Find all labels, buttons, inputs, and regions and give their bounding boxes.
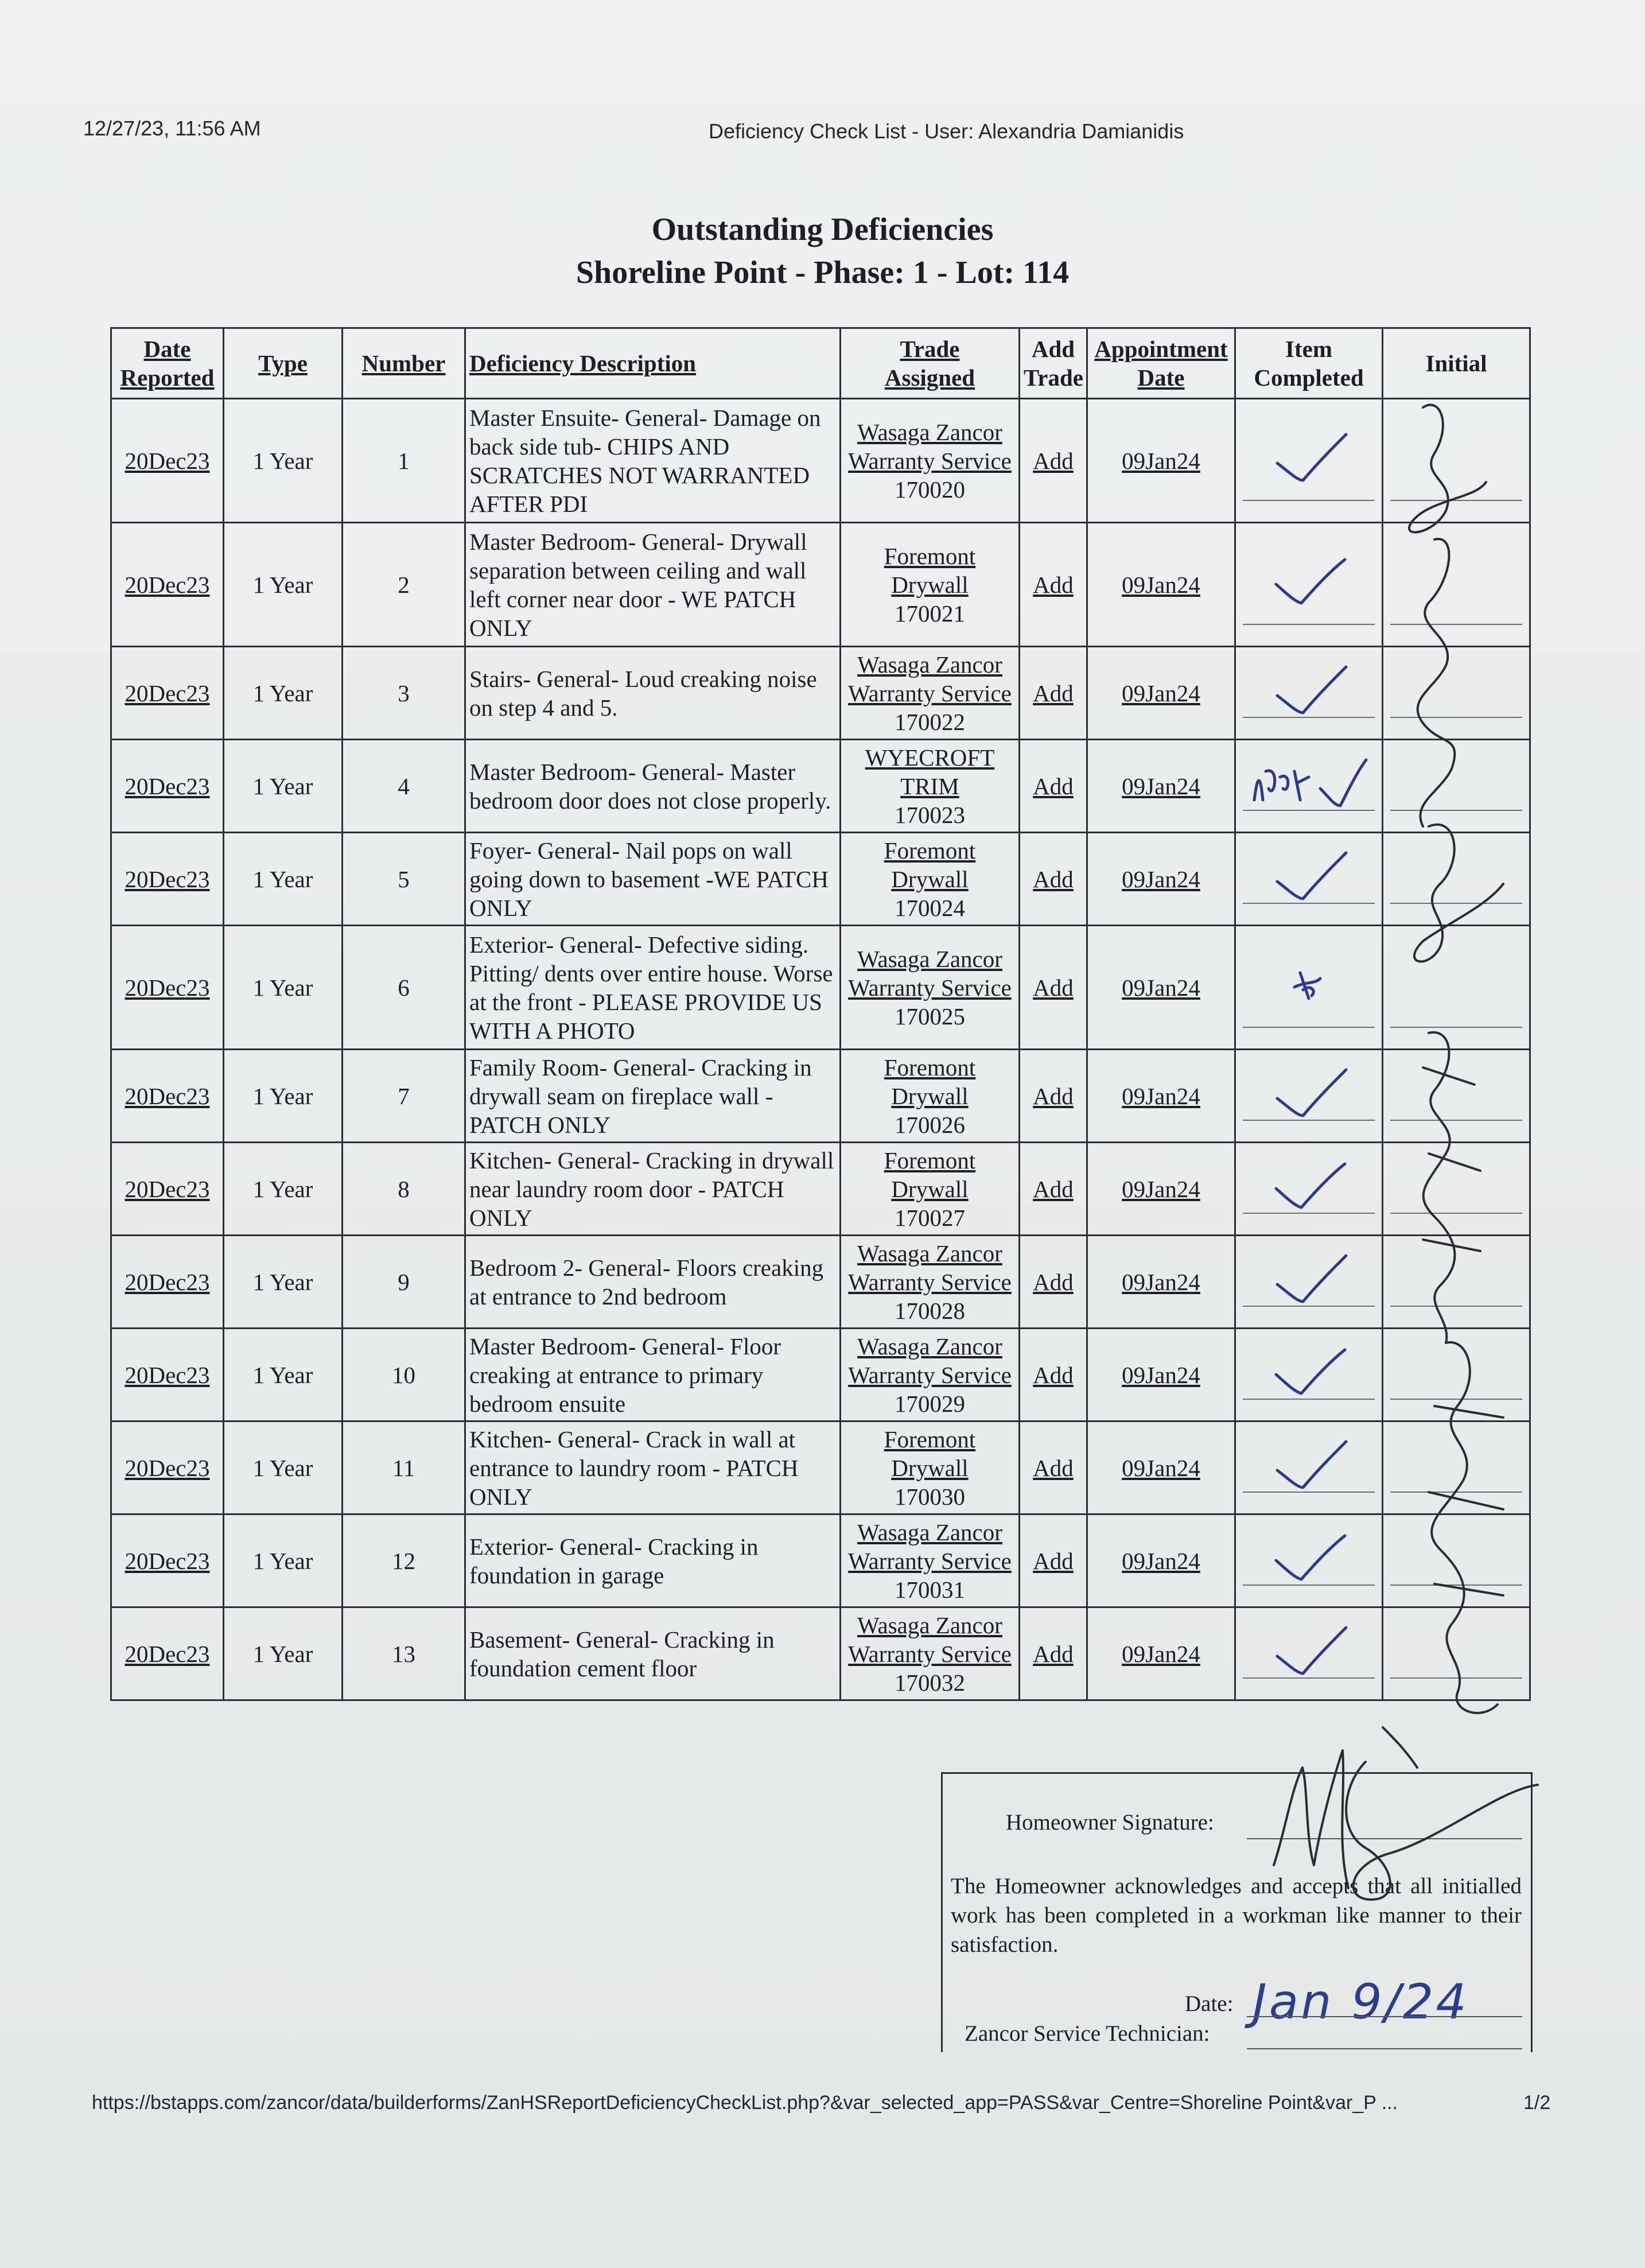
add-trade-link[interactable]: Add bbox=[1020, 1143, 1087, 1236]
appointment-date-cell[interactable]: 09Jan24 bbox=[1087, 1514, 1235, 1607]
type-cell: 1 Year bbox=[224, 926, 343, 1050]
initial-cell[interactable] bbox=[1383, 1143, 1530, 1236]
appointment-date-cell[interactable]: 09Jan24 bbox=[1087, 1143, 1235, 1236]
table-row bbox=[111, 1329, 1530, 1422]
description-cell: Stairs- General- Loud creaking noise on step 4 and 5. bbox=[465, 647, 841, 740]
table-row bbox=[111, 1236, 1530, 1329]
technician-signature-line[interactable] bbox=[1247, 2048, 1522, 2049]
initial-line bbox=[1390, 1677, 1522, 1679]
trade-assigned-cell[interactable]: Foremont Drywall 170021 bbox=[841, 523, 1020, 647]
item-completed-cell[interactable] bbox=[1235, 1607, 1383, 1700]
date-reported-cell[interactable]: 20Dec23 bbox=[111, 1607, 224, 1700]
date-reported-cell[interactable]: 20Dec23 bbox=[111, 1236, 224, 1329]
type-cell: 1 Year bbox=[224, 1422, 343, 1514]
type-cell: 1 Year bbox=[224, 1329, 343, 1422]
deficiency-table bbox=[110, 327, 1531, 1701]
trade-assigned-cell[interactable]: Foremont Drywall 170027 bbox=[841, 1143, 1020, 1236]
col-trade-assigned: Trade Assigned bbox=[841, 328, 1020, 399]
trade-assigned-cell[interactable]: Foremont Drywall 170024 bbox=[841, 833, 1020, 926]
item-completed-cell[interactable] bbox=[1235, 647, 1383, 740]
description-cell: Basement- General- Cracking in foundation cement floor bbox=[465, 1607, 841, 1700]
report-title bbox=[0, 208, 1645, 294]
initial-cell[interactable] bbox=[1383, 1050, 1530, 1143]
initial-cell[interactable] bbox=[1383, 1607, 1530, 1700]
initial-cell[interactable] bbox=[1383, 1236, 1530, 1329]
appointment-date-cell[interactable]: 09Jan24 bbox=[1087, 833, 1235, 926]
item-completed-cell[interactable] bbox=[1235, 1422, 1383, 1514]
initial-cell[interactable] bbox=[1383, 740, 1530, 833]
item-completed-cell[interactable] bbox=[1235, 1050, 1383, 1143]
initial-cell[interactable] bbox=[1383, 1329, 1530, 1422]
report-title-line-2: Shoreline Point - Phase: 1 - Lot: 114 bbox=[575, 255, 1070, 290]
initial-cell[interactable] bbox=[1383, 1514, 1530, 1607]
type-cell: 1 Year bbox=[224, 1143, 343, 1236]
type-cell: 1 Year bbox=[224, 833, 343, 926]
date-reported-cell[interactable]: 20Dec23 bbox=[111, 647, 224, 740]
col-item-completed: Item Completed bbox=[1235, 328, 1383, 399]
table-row bbox=[111, 523, 1530, 647]
initial-line bbox=[1390, 1027, 1522, 1028]
date-reported-cell[interactable]: 20Dec23 bbox=[111, 1514, 224, 1607]
appointment-date-cell[interactable]: 09Jan24 bbox=[1087, 926, 1235, 1050]
completed-line bbox=[1243, 1492, 1375, 1493]
signature-stroke-2 bbox=[1346, 1762, 1538, 1900]
col-date-reported: Date Reported bbox=[111, 328, 224, 399]
item-completed-cell[interactable] bbox=[1235, 1329, 1383, 1422]
trade-assigned-cell[interactable]: Wasaga Zancor Warranty Service 170032 bbox=[841, 1607, 1020, 1700]
add-trade-link[interactable]: Add bbox=[1020, 647, 1087, 740]
completed-line bbox=[1243, 1027, 1375, 1028]
number-cell: 10 bbox=[343, 1329, 465, 1422]
add-trade-link[interactable]: Add bbox=[1020, 1050, 1087, 1143]
trade-assigned-cell[interactable]: Wasaga Zancor Warranty Service 170028 bbox=[841, 1236, 1020, 1329]
add-trade-link[interactable]: Add bbox=[1020, 833, 1087, 926]
type-cell: 1 Year bbox=[224, 1236, 343, 1329]
footer-url: https://bstapps.com/zancor/data/builderforms/ZanHSReportDeficiencyCheckList.php?&var_selected_app=PASS&var_Centre=Shoreline Point&var_P ... bbox=[92, 2092, 1398, 2114]
item-completed-cell[interactable] bbox=[1235, 926, 1383, 1050]
completed-line bbox=[1243, 810, 1375, 811]
number-cell: 4 bbox=[343, 740, 465, 833]
initial-line bbox=[1390, 717, 1522, 718]
signature-stroke-1 bbox=[1274, 1750, 1348, 1888]
item-completed-mark bbox=[1266, 1064, 1352, 1121]
completed-line bbox=[1243, 1585, 1375, 1586]
signature-stroke-3 bbox=[1383, 1727, 1417, 1768]
initial-line bbox=[1390, 1399, 1522, 1400]
item-completed-mark bbox=[1266, 847, 1352, 904]
table-row bbox=[111, 833, 1530, 926]
add-trade-link[interactable]: Add bbox=[1020, 1607, 1087, 1700]
item-completed-mark bbox=[1266, 956, 1352, 1013]
col-add-trade: Add Trade bbox=[1020, 328, 1087, 399]
table-row bbox=[111, 926, 1530, 1050]
date-reported-cell[interactable]: 20Dec23 bbox=[111, 833, 224, 926]
number-cell: 7 bbox=[343, 1050, 465, 1143]
initial-cell[interactable] bbox=[1383, 399, 1530, 523]
completed-line bbox=[1243, 500, 1375, 501]
col-initial: Initial bbox=[1383, 328, 1530, 399]
completed-line bbox=[1243, 903, 1375, 904]
completed-line bbox=[1243, 1120, 1375, 1121]
item-completed-mark bbox=[1266, 553, 1352, 610]
type-cell: 1 Year bbox=[224, 1607, 343, 1700]
description-cell: Kitchen- General- Crack in wall at entrance to laundry room - PATCH ONLY bbox=[465, 1422, 841, 1514]
appointment-date-cell[interactable]: 09Jan24 bbox=[1087, 523, 1235, 647]
add-trade-link[interactable]: Add bbox=[1020, 523, 1087, 647]
item-completed-cell[interactable] bbox=[1235, 740, 1383, 833]
date-reported-cell[interactable]: 20Dec23 bbox=[111, 1050, 224, 1143]
col-type: Type bbox=[224, 328, 343, 399]
date-line[interactable] bbox=[1247, 2016, 1522, 2017]
completed-line bbox=[1243, 1399, 1375, 1400]
item-completed-mark bbox=[1266, 661, 1352, 719]
appointment-date-cell[interactable]: 09Jan24 bbox=[1087, 399, 1235, 523]
description-cell: Kitchen- General- Cracking in drywall near laundry room door - PATCH ONLY bbox=[465, 1143, 841, 1236]
table-row bbox=[111, 1607, 1530, 1700]
description-cell: Master Ensuite- General- Damage on back side tub- CHIPS AND SCRATCHES NOT WARRANTED AFTER PDI bbox=[465, 399, 841, 523]
initial-line bbox=[1390, 1120, 1522, 1121]
trade-assigned-cell[interactable]: Foremont Drywall 170026 bbox=[841, 1050, 1020, 1143]
appointment-date-cell[interactable]: 09Jan24 bbox=[1087, 1607, 1235, 1700]
date-reported-cell[interactable]: 20Dec23 bbox=[111, 1143, 224, 1236]
add-trade-link[interactable]: Add bbox=[1020, 1329, 1087, 1422]
initial-line bbox=[1390, 624, 1522, 625]
table-row bbox=[111, 1514, 1530, 1607]
completed-line bbox=[1243, 624, 1375, 625]
initial-cell[interactable] bbox=[1383, 647, 1530, 740]
trade-assigned-cell[interactable]: Wasaga Zancor Warranty Service 170029 bbox=[841, 1329, 1020, 1422]
completed-line bbox=[1243, 1213, 1375, 1214]
table-row bbox=[111, 1050, 1530, 1143]
number-cell: 11 bbox=[343, 1422, 465, 1514]
date-reported-cell[interactable]: 20Dec23 bbox=[111, 523, 224, 647]
item-completed-mark bbox=[1266, 429, 1352, 486]
initial-cell[interactable] bbox=[1383, 523, 1530, 647]
appointment-date-cell[interactable]: 09Jan24 bbox=[1087, 1422, 1235, 1514]
col-description: Deficiency Description bbox=[465, 328, 841, 399]
date-reported-cell[interactable]: 20Dec23 bbox=[111, 399, 224, 523]
table-row bbox=[111, 1422, 1530, 1514]
initial-cell[interactable] bbox=[1383, 1422, 1530, 1514]
item-completed-cell[interactable] bbox=[1235, 1143, 1383, 1236]
homeowner-signature bbox=[1251, 1716, 1561, 1911]
initial-line bbox=[1390, 903, 1522, 904]
trade-assigned-cell[interactable]: WYECROFT TRIM 170023 bbox=[841, 740, 1020, 833]
initial-line bbox=[1390, 1306, 1522, 1307]
item-completed-mark bbox=[1266, 1529, 1352, 1586]
item-completed-mark bbox=[1246, 754, 1372, 811]
item-completed-mark bbox=[1266, 1157, 1352, 1214]
initial-cell[interactable] bbox=[1383, 833, 1530, 926]
add-trade-link[interactable]: Add bbox=[1020, 399, 1087, 523]
appointment-date-cell[interactable]: 09Jan24 bbox=[1087, 647, 1235, 740]
initial-line bbox=[1390, 500, 1522, 501]
trade-assigned-cell[interactable]: Wasaga Zancor Warranty Service 170020 bbox=[841, 399, 1020, 523]
date-reported-cell[interactable]: 20Dec23 bbox=[111, 740, 224, 833]
description-cell: Master Bedroom- General- Floor creaking at entrance to primary bedroom ensuite bbox=[465, 1329, 841, 1422]
add-trade-link[interactable]: Add bbox=[1020, 740, 1087, 833]
homeowner-signature-label: Homeowner Signature: bbox=[1006, 1810, 1214, 1835]
type-cell: 1 Year bbox=[224, 647, 343, 740]
description-cell: Bedroom 2- General- Floors creaking at entrance to 2nd bedroom bbox=[465, 1236, 841, 1329]
appointment-date-cell[interactable]: 09Jan24 bbox=[1087, 740, 1235, 833]
number-cell: 6 bbox=[343, 926, 465, 1050]
number-cell: 1 bbox=[343, 399, 465, 523]
completed-line bbox=[1243, 1677, 1375, 1679]
technician-label: Zancor Service Technician: bbox=[965, 2021, 1210, 2046]
acknowledgement-text: The Homeowner acknowledges and accepts that all initialled work has been completed in a workman like manner to their satisfaction. bbox=[951, 1874, 1522, 1957]
handwritten-date: Jan 9/24 bbox=[1253, 1974, 1469, 2030]
item-completed-mark bbox=[1266, 1343, 1352, 1400]
type-cell: 1 Year bbox=[224, 740, 343, 833]
number-cell: 3 bbox=[343, 647, 465, 740]
type-cell: 1 Year bbox=[224, 523, 343, 647]
add-trade-link[interactable]: Add bbox=[1020, 1514, 1087, 1607]
number-cell: 2 bbox=[343, 523, 465, 647]
date-reported-cell[interactable]: 20Dec23 bbox=[111, 1329, 224, 1422]
description-cell: Foyer- General- Nail pops on wall going down to basement -WE PATCH ONLY bbox=[465, 833, 841, 926]
add-trade-link[interactable]: Add bbox=[1020, 1422, 1087, 1514]
completed-line bbox=[1243, 717, 1375, 718]
add-trade-link[interactable]: Add bbox=[1020, 926, 1087, 1050]
date-label: Date: bbox=[1185, 1991, 1234, 2016]
item-completed-cell[interactable] bbox=[1235, 1514, 1383, 1607]
print-timestamp: 12/27/23, 11:56 AM bbox=[83, 116, 261, 140]
description-cell: Master Bedroom- General- Drywall separation between ceiling and wall left corner near door - WE PATCH ONLY bbox=[465, 523, 841, 647]
table-row bbox=[111, 1143, 1530, 1236]
trade-assigned-cell[interactable]: Wasaga Zancor Warranty Service 170022 bbox=[841, 647, 1020, 740]
item-completed-mark bbox=[1266, 1622, 1352, 1679]
trade-assigned-cell[interactable]: Wasaga Zancor Warranty Service 170031 bbox=[841, 1514, 1020, 1607]
appointment-date-cell[interactable]: 09Jan24 bbox=[1087, 1329, 1235, 1422]
item-completed-cell[interactable] bbox=[1235, 833, 1383, 926]
initial-line bbox=[1390, 810, 1522, 811]
number-cell: 13 bbox=[343, 1607, 465, 1700]
number-cell: 8 bbox=[343, 1143, 465, 1236]
page-header-title: Deficiency Check List - User: Alexandria Damianidis bbox=[709, 119, 1184, 143]
type-cell: 1 Year bbox=[224, 1514, 343, 1607]
description-cell: Family Room- General- Cracking in drywall seam on fireplace wall - PATCH ONLY bbox=[465, 1050, 841, 1143]
item-completed-mark bbox=[1266, 1250, 1352, 1307]
description-cell: Master Bedroom- General- Master bedroom door does not close properly. bbox=[465, 740, 841, 833]
appointment-date-cell[interactable]: 09Jan24 bbox=[1087, 1050, 1235, 1143]
type-cell: 1 Year bbox=[224, 1050, 343, 1143]
type-cell: 1 Year bbox=[224, 399, 343, 523]
trade-assigned-cell[interactable]: Wasaga Zancor Warranty Service 170025 bbox=[841, 926, 1020, 1050]
table-row bbox=[111, 647, 1530, 740]
appointment-date-cell[interactable]: 09Jan24 bbox=[1087, 1236, 1235, 1329]
number-cell: 12 bbox=[343, 1514, 465, 1607]
table-row bbox=[111, 740, 1530, 833]
col-appointment-date: Appointment Date bbox=[1087, 328, 1235, 399]
date-reported-cell[interactable]: 20Dec23 bbox=[111, 926, 224, 1050]
item-completed-cell[interactable] bbox=[1235, 523, 1383, 647]
trade-assigned-cell[interactable]: Foremont Drywall 170030 bbox=[841, 1422, 1020, 1514]
footer-page-number: 1/2 bbox=[1523, 2092, 1551, 2114]
description-cell: Exterior- General- Cracking in foundation in garage bbox=[465, 1514, 841, 1607]
item-completed-mark bbox=[1266, 1436, 1352, 1493]
report-title-line-1: Outstanding Deficiencies bbox=[651, 212, 994, 247]
add-trade-link[interactable]: Add bbox=[1020, 1236, 1087, 1329]
initial-line bbox=[1390, 1213, 1522, 1214]
completed-line bbox=[1243, 1306, 1375, 1307]
table-header-row bbox=[111, 328, 1530, 399]
initial-line bbox=[1390, 1492, 1522, 1493]
initial-cell[interactable] bbox=[1383, 926, 1530, 1050]
description-cell: Exterior- General- Defective siding. Pitting/ dents over entire house. Worse at the front - PLEASE PROVIDE US WITH A PHOTO bbox=[465, 926, 841, 1050]
number-cell: 5 bbox=[343, 833, 465, 926]
table-row bbox=[111, 399, 1530, 523]
col-number: Number bbox=[343, 328, 465, 399]
date-reported-cell[interactable]: 20Dec23 bbox=[111, 1422, 224, 1514]
number-cell: 9 bbox=[343, 1236, 465, 1329]
item-completed-cell[interactable] bbox=[1235, 399, 1383, 523]
item-completed-cell[interactable] bbox=[1235, 1236, 1383, 1329]
initial-line bbox=[1390, 1585, 1522, 1586]
